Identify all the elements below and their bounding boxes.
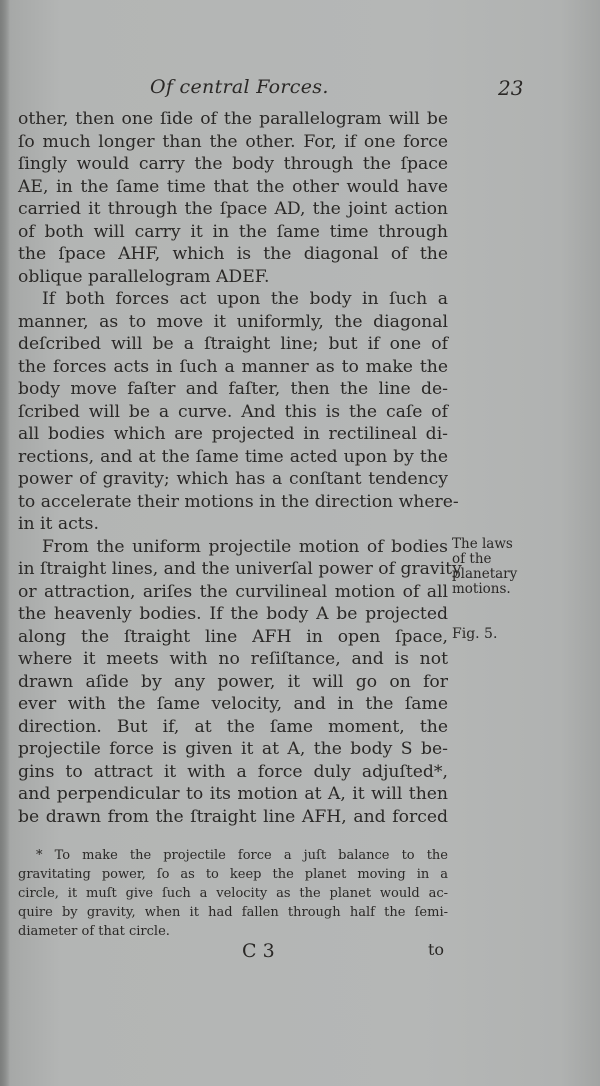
- text-line: in ſtraight lines, and the univerſal power of gravity: [18, 559, 462, 579]
- text-line: where it meets with no reſiſtance, and is not: [18, 649, 448, 669]
- text-line: be drawn from the ſtraight line AFH, and forced: [18, 806, 448, 827]
- footnote-line: circle, it muſt give ſuch a velocity as the planet would ac-: [18, 886, 448, 901]
- figure-reference: Fig. 5.: [452, 626, 498, 642]
- text-line: If both forces act upon the body in ſuch a: [42, 289, 448, 309]
- text-line: From the uniform projectile motion of bodies: [42, 536, 448, 557]
- footnote-line: gravitating power, ſo as to keep the planet moving in a: [18, 867, 448, 882]
- text-line: oblique parallelogram ADEF.: [18, 266, 270, 287]
- sidenote-line: planetary: [452, 566, 518, 582]
- text-line: AE, in the ſame time that the other would have: [18, 176, 448, 197]
- text-line: the heavenly bodies. If the body A be projected: [18, 604, 448, 624]
- footnote-line: quire by gravity, when it had fallen through half the ſemi-: [18, 905, 448, 920]
- text-line: body move faſter and faſter, then the line de-: [18, 379, 448, 399]
- text-line: projectile force is given it at A, the body S be-: [18, 739, 448, 759]
- main-text: [18, 108, 462, 828]
- text-line: deſcribed will be a ſtraight line; but if one of: [18, 334, 448, 354]
- text-line: other, then one ſide of the parallelogram will be: [18, 109, 448, 129]
- text-line: of both will carry it in the ſame time through: [18, 221, 448, 242]
- sidenote-line: The laws: [452, 536, 513, 552]
- text-line: the forces acts in ſuch a manner as to make the: [18, 356, 448, 377]
- catchword: to: [428, 940, 445, 959]
- text-line: in it acts.: [18, 514, 99, 534]
- sidenote-line: of the: [452, 551, 492, 567]
- text-line: gins to attract it with a force duly adjuſted*,: [18, 761, 448, 782]
- margin-sidenote: [452, 537, 542, 597]
- running-head: Of central Forces.: [150, 76, 329, 98]
- footnote-line: diameter of that circle.: [18, 924, 170, 939]
- text-line: the ſpace AHF, which is the diagonal of the: [18, 244, 448, 264]
- text-line: ever with the ſame velocity, and in the ſame: [18, 694, 448, 714]
- text-line: carried it through the ſpace AD, the joint action: [18, 199, 448, 219]
- footnote-line: * To make the projectile force a juſt balance to the: [36, 848, 448, 863]
- text-line: ſo much longer than the other. For, if one force: [18, 131, 448, 152]
- page-header: [0, 76, 600, 104]
- text-line: direction. But if, at the ſame moment, the: [18, 716, 448, 737]
- text-line: ſcribed will be a curve. And this is the caſe of: [18, 401, 448, 422]
- text-line: power of gravity; which has a conſtant tendency: [18, 469, 448, 489]
- text-line: or attraction, ariſes the curvilineal motion of all: [18, 581, 448, 602]
- text-line: to accelerate their motions in the direction where-: [18, 491, 459, 512]
- sidenote-line: motions.: [452, 581, 511, 597]
- signature-mark: C 3: [242, 940, 275, 962]
- binding-shadow: [0, 0, 10, 1086]
- text-line: ſingly would carry the body through the ſpace: [18, 154, 448, 174]
- text-line: along the ſtraight line AFH in open ſpace,: [18, 626, 448, 647]
- text-line: all bodies which are projected in rectilineal di-: [18, 424, 448, 444]
- text-line: drawn aſide by any power, it will go on for: [18, 671, 448, 692]
- text-line: rections, and at the ſame time acted upon by the: [18, 446, 448, 467]
- footnote: [18, 846, 448, 941]
- text-line: and perpendicular to its motion at A, it will then: [18, 784, 448, 804]
- page-number: 23: [498, 76, 524, 100]
- text-line: manner, as to move it uniformly, the diagonal: [18, 311, 448, 332]
